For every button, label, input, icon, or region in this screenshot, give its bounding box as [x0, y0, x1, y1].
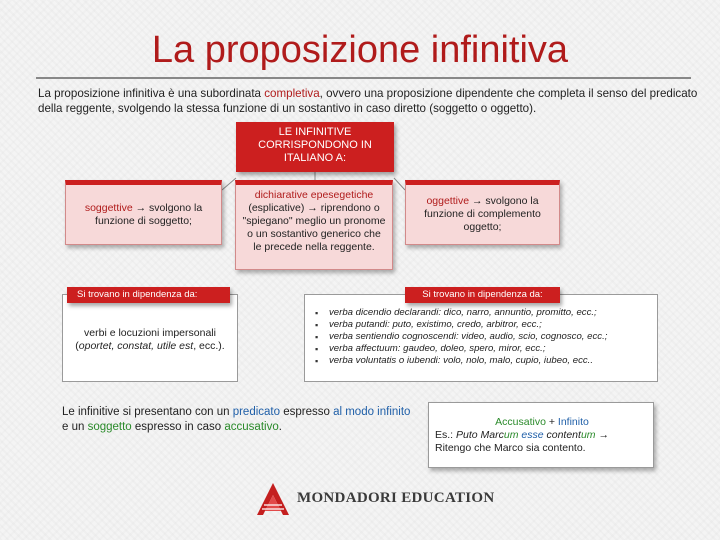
verbi-line1: verbi e locuzioni impersonali	[84, 327, 216, 339]
list-item: ▪ verba affectuum: gaudeo, doleo, spero, miror, ecc.;	[315, 343, 653, 355]
accusativo-word: accusativo	[224, 421, 279, 433]
mondadori-logo-icon	[255, 481, 291, 517]
summary-text: Le infinitive si presentano con un predicato espresso al modo infinito e un soggetto espresso in caso accusativo.	[62, 406, 411, 433]
example-translation: Ritengo che Marco sia contento.	[435, 442, 586, 454]
intro-highlight-completiva: completiva	[264, 87, 320, 100]
modo-infinito-words: al modo infinito	[333, 406, 411, 418]
publisher-logo	[255, 481, 495, 521]
header-box: LE INFINITIVE CORRISPONDONO IN ITALIANO A:	[236, 122, 394, 172]
predicato-word: predicato	[232, 406, 281, 418]
dipendenza-label-right: Si trovano in dipendenza da:	[405, 287, 560, 303]
verbi-impersonali-box	[62, 294, 238, 382]
example-box	[428, 402, 654, 468]
oggettive-box	[405, 180, 560, 245]
intro-text-1: La proposizione infinitiva è una subordinata	[38, 87, 265, 100]
dichiarative-box	[235, 180, 393, 270]
list-item: ▪ verba voluntatis o iubendi: volo, nolo, malo, cupio, iubeo, ecc..	[315, 355, 653, 367]
verb-list	[315, 307, 653, 367]
intro-text-2: , ovvero una proposizione dipendente che completa il senso del predicato della reggente, svolgendo la stessa funzione di un sostantivo in caso diretto (soggetto o oggetto).	[38, 87, 698, 115]
publisher-name: MONDADORI EDUCATION	[297, 490, 495, 506]
dichiarative-term: dichiarative epesegetiche	[254, 189, 374, 201]
soggettive-term: soggettive	[84, 201, 133, 214]
verbi-line2: (oportet, constat, utile est, ecc.).	[75, 340, 225, 352]
example-title: Accusativo + Infinito	[495, 416, 589, 428]
verb-list-box	[304, 294, 658, 382]
dipendenza-label-left: Si trovano in dipendenza da:	[67, 287, 230, 303]
soggetto-word: soggetto	[87, 421, 132, 433]
soggettive-desc: → svolgono la funzione di soggetto;	[95, 201, 203, 227]
oggettive-desc: → svolgono la funzione di complemento oggetto;	[424, 195, 541, 233]
oggettive-term: oggettive	[426, 195, 470, 207]
list-item: ▪ verba putandi: puto, existimo, credo, arbitror, ecc.;	[315, 319, 653, 331]
example-latin: Es.: Puto Marcum esse contentum →	[435, 429, 609, 441]
list-item: ▪ verba dicendio declarandi: dico, narro, annuntio, promitto, ecc.;	[315, 307, 653, 319]
verbi-examples: oportet, constat, utile est	[78, 340, 194, 352]
soggettive-box	[65, 180, 222, 245]
dichiarative-desc: (esplicative) → riprendono o "spiegano" meglio un pronome o un sostantivo generico che le precede nella reggente.	[242, 202, 386, 253]
slide-title: La proposizione infinitiva	[151, 29, 569, 71]
list-item: ▪ verba sentiendio cognoscendi: video, audio, scio, cognosco, ecc.;	[315, 331, 653, 343]
